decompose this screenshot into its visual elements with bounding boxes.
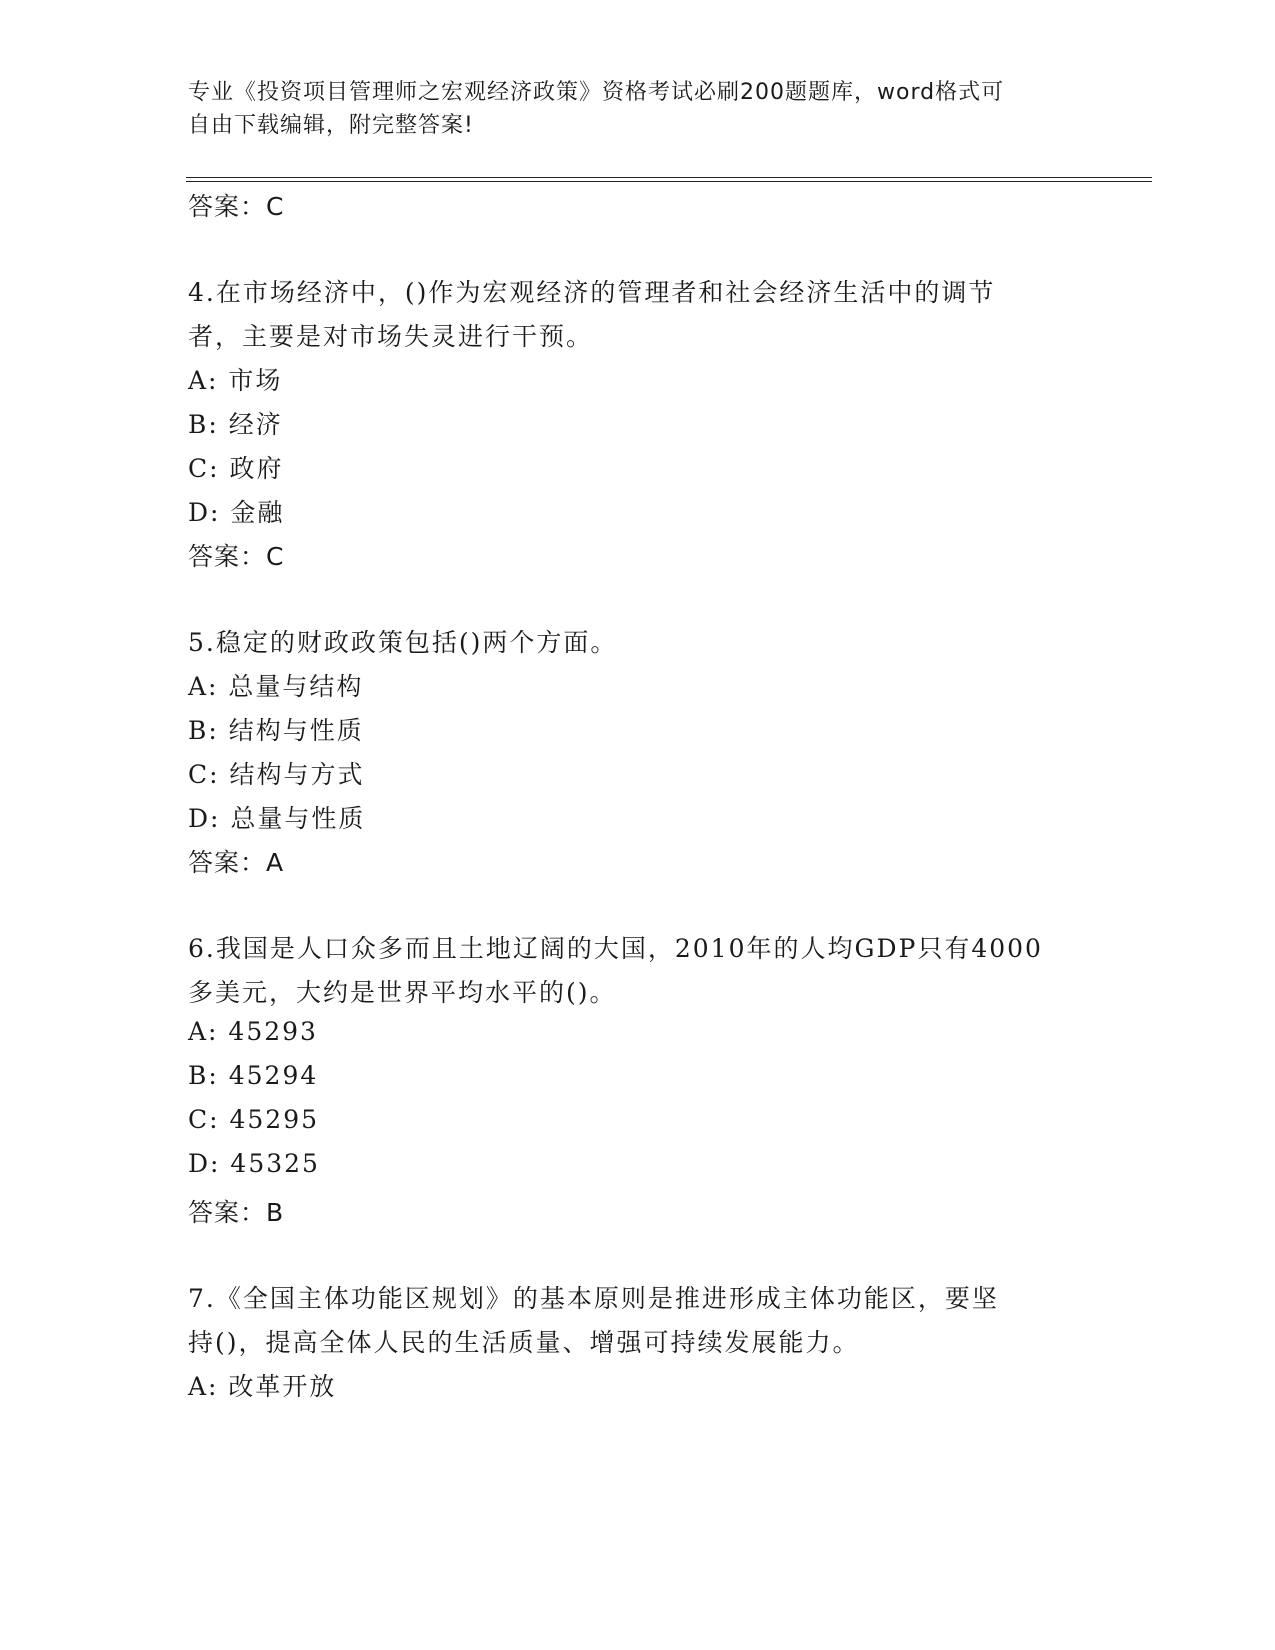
question-4-answer: 答案：C [188,542,285,571]
question-4-option-d: D: 金融 [188,498,285,527]
question-6-option-c: C: 45295 [188,1105,320,1134]
question-4-line-2: 者，主要是对市场失灵进行干预。 [188,322,594,351]
question-4-option-a: A: 市场 [188,366,283,395]
question-6-line-2: 多美元，大约是世界平均水平的()。 [188,978,617,1007]
question-6-option-a: A: 45293 [188,1017,318,1046]
question-6-answer: 答案：B [188,1198,285,1227]
header-divider [186,177,1152,182]
question-5-option-a: A: 总量与结构 [188,672,364,701]
question-5-line-1: 5.稳定的财政政策包括()两个方面。 [188,628,618,657]
page-header [188,76,1088,142]
question-5-option-d: D: 总量与性质 [188,804,366,833]
question-4-line-1: 4.在市场经济中，()作为宏观经济的管理者和社会经济生活中的调节 [188,278,996,307]
question-4-option-b: B: 经济 [188,410,283,439]
question-7-line-2: 持()，提高全体人民的生活质量、增强可持续发展能力。 [188,1328,860,1357]
question-4-option-c: C: 政府 [188,454,284,483]
question-6-option-d: D: 45325 [188,1149,320,1178]
header-line-1: 专业《投资项目管理师之宏观经济政策》资格考试必刷200题题库，word格式可 [188,80,1005,105]
question-5-option-c: C: 结构与方式 [188,760,365,789]
question-7-option-a: A: 改革开放 [188,1372,337,1401]
answer-line: 答案：C [188,192,285,221]
question-5-option-b: B: 结构与性质 [188,716,364,745]
question-5-answer: 答案：A [188,848,285,877]
question-6-line-1: 6.我国是人口众多而且土地辽阔的大国，2010年的人均GDP只有4000 [188,934,1043,963]
question-6-option-b: B: 45294 [188,1061,319,1090]
header-line-2: 自由下载编辑，附完整答案! [188,113,474,138]
question-7-line-1: 7.《全国主体功能区规划》的基本原则是推进形成主体功能区，要坚 [188,1284,999,1313]
